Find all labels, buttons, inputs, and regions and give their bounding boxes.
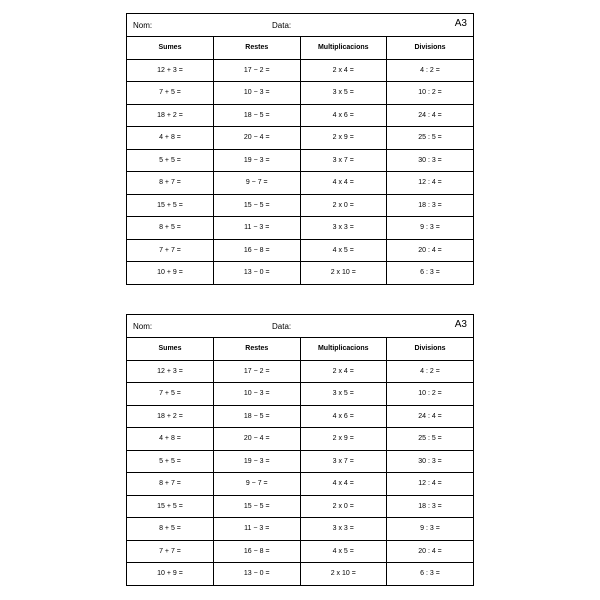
exercise-cell: 16 − 8 = <box>214 540 301 563</box>
exercise-cell: 15 − 5 = <box>214 194 301 217</box>
exercise-cell: 8 + 5 = <box>127 518 214 541</box>
exercise-cell: 4 : 2 = <box>387 360 474 383</box>
table-row <box>127 518 473 541</box>
exercise-cell: 3 x 3 = <box>300 217 387 240</box>
table-row <box>127 383 473 406</box>
exercise-cell: 2 x 9 = <box>300 428 387 451</box>
column-header: Sumes <box>127 37 214 59</box>
exercise-cell: 4 + 8 = <box>127 428 214 451</box>
table-row <box>127 127 473 150</box>
exercise-cell: 8 + 5 = <box>127 217 214 240</box>
exercise-cell: 2 x 9 = <box>300 127 387 150</box>
column-header: Restes <box>214 37 301 59</box>
table-row <box>127 172 473 195</box>
exercise-cell: 3 x 3 = <box>300 518 387 541</box>
exercise-cell: 10 : 2 = <box>387 383 474 406</box>
exercise-cell: 3 x 5 = <box>300 82 387 105</box>
exercise-cell: 2 x 10 = <box>300 563 387 585</box>
exercise-cell: 2 x 0 = <box>300 495 387 518</box>
table-row <box>127 239 473 262</box>
exercise-cell: 20 − 4 = <box>214 127 301 150</box>
exercise-cell: 3 x 5 = <box>300 383 387 406</box>
exercise-cell: 20 : 4 = <box>387 540 474 563</box>
exercise-cell: 15 + 5 = <box>127 495 214 518</box>
exercise-cell: 10 − 3 = <box>214 82 301 105</box>
exercise-cell: 10 + 9 = <box>127 563 214 585</box>
table-row <box>127 104 473 127</box>
exercise-cell: 10 : 2 = <box>387 82 474 105</box>
exercise-cell: 7 + 7 = <box>127 239 214 262</box>
table-row <box>127 82 473 105</box>
column-header: Multiplicacions <box>300 37 387 59</box>
exercise-cell: 3 x 7 = <box>300 149 387 172</box>
table-row <box>127 428 473 451</box>
table-row <box>127 495 473 518</box>
date-label: Data: <box>272 322 292 331</box>
exercise-cell: 4 x 5 = <box>300 540 387 563</box>
exercise-cell: 7 + 5 = <box>127 82 214 105</box>
exercise-cell: 4 x 4 = <box>300 473 387 496</box>
exercise-cell: 18 − 5 = <box>214 405 301 428</box>
exercise-cell: 17 − 2 = <box>214 59 301 82</box>
table-row <box>127 149 473 172</box>
exercise-cell: 18 + 2 = <box>127 104 214 127</box>
table-row <box>127 360 473 383</box>
exercise-cell: 5 + 5 = <box>127 149 214 172</box>
exercise-cell: 18 + 2 = <box>127 405 214 428</box>
exercise-table <box>127 37 473 284</box>
exercise-cell: 4 x 6 = <box>300 405 387 428</box>
exercise-cell: 8 + 7 = <box>127 172 214 195</box>
exercise-cell: 9 : 3 = <box>387 518 474 541</box>
exercise-cell: 12 + 3 = <box>127 59 214 82</box>
exercise-cell: 7 + 5 = <box>127 383 214 406</box>
exercise-cell: 16 − 8 = <box>214 239 301 262</box>
exercise-cell: 17 − 2 = <box>214 360 301 383</box>
exercise-cell: 9 − 7 = <box>214 172 301 195</box>
exercise-cell: 13 − 0 = <box>214 563 301 585</box>
exercise-cell: 25 : 5 = <box>387 428 474 451</box>
exercise-cell: 4 + 8 = <box>127 127 214 150</box>
exercise-cell: 18 − 5 = <box>214 104 301 127</box>
table-row <box>127 450 473 473</box>
exercise-cell: 11 − 3 = <box>214 217 301 240</box>
exercise-cell: 25 : 5 = <box>387 127 474 150</box>
exercise-table <box>127 338 473 585</box>
exercise-rows <box>127 59 473 284</box>
table-row <box>127 540 473 563</box>
exercise-cell: 19 − 3 = <box>214 149 301 172</box>
worksheet-code: A3 <box>454 319 467 330</box>
column-header: Multiplicacions <box>300 338 387 360</box>
name-label: Nom: <box>133 322 153 331</box>
exercise-cell: 2 x 10 = <box>300 262 387 284</box>
exercise-cell: 18 : 3 = <box>387 194 474 217</box>
worksheet-2 <box>126 314 474 586</box>
table-row <box>127 217 473 240</box>
worksheet-header <box>127 14 473 37</box>
exercise-cell: 4 x 6 = <box>300 104 387 127</box>
exercise-cell: 8 + 7 = <box>127 473 214 496</box>
table-header-row <box>127 338 473 360</box>
exercise-cell: 2 x 0 = <box>300 194 387 217</box>
table-row <box>127 405 473 428</box>
column-header: Divisions <box>387 338 474 360</box>
exercise-cell: 20 − 4 = <box>214 428 301 451</box>
exercise-cell: 20 : 4 = <box>387 239 474 262</box>
exercise-cell: 6 : 3 = <box>420 570 440 578</box>
table-row <box>127 59 473 82</box>
exercise-rows <box>127 360 473 585</box>
table-row <box>127 473 473 496</box>
exercise-cell: 30 : 3 = <box>387 450 474 473</box>
column-header: Divisions <box>387 37 474 59</box>
exercise-cell: 10 + 9 = <box>127 262 214 284</box>
table-header-row <box>127 37 473 59</box>
name-label: Nom: <box>133 21 153 30</box>
table-row <box>127 262 473 284</box>
exercise-cell: 18 : 3 = <box>387 495 474 518</box>
exercise-cell: 24 : 4 = <box>387 405 474 428</box>
exercise-cell: 7 + 7 = <box>127 540 214 563</box>
exercise-cell: 13 − 0 = <box>214 262 301 284</box>
exercise-cell: 12 + 3 = <box>127 360 214 383</box>
exercise-cell: 19 − 3 = <box>214 450 301 473</box>
exercise-cell: 11 − 3 = <box>214 518 301 541</box>
date-label: Data: <box>272 21 292 30</box>
exercise-cell: 6 : 3 = <box>420 269 440 277</box>
exercise-cell: 10 − 3 = <box>214 383 301 406</box>
exercise-cell: 2 x 4 = <box>300 360 387 383</box>
exercise-cell: 2 x 4 = <box>300 59 387 82</box>
exercise-cell: 12 : 4 = <box>387 473 474 496</box>
table-row <box>127 194 473 217</box>
column-header: Sumes <box>127 338 214 360</box>
worksheet-header <box>127 315 473 338</box>
column-header: Restes <box>214 338 301 360</box>
exercise-cell: 4 x 4 = <box>300 172 387 195</box>
exercise-cell: 9 − 7 = <box>214 473 301 496</box>
exercise-cell: 24 : 4 = <box>387 104 474 127</box>
exercise-cell: 12 : 4 = <box>387 172 474 195</box>
exercise-cell: 4 : 2 = <box>387 59 474 82</box>
exercise-cell: 4 x 5 = <box>300 239 387 262</box>
exercise-cell: 5 + 5 = <box>127 450 214 473</box>
exercise-cell: 30 : 3 = <box>387 149 474 172</box>
exercise-cell: 3 x 7 = <box>300 450 387 473</box>
exercise-cell: 9 : 3 = <box>387 217 474 240</box>
table-row <box>127 563 473 585</box>
exercise-cell: 15 − 5 = <box>214 495 301 518</box>
worksheet-code: A3 <box>454 18 467 29</box>
exercise-cell: 15 + 5 = <box>127 194 214 217</box>
worksheet-1 <box>126 13 474 285</box>
